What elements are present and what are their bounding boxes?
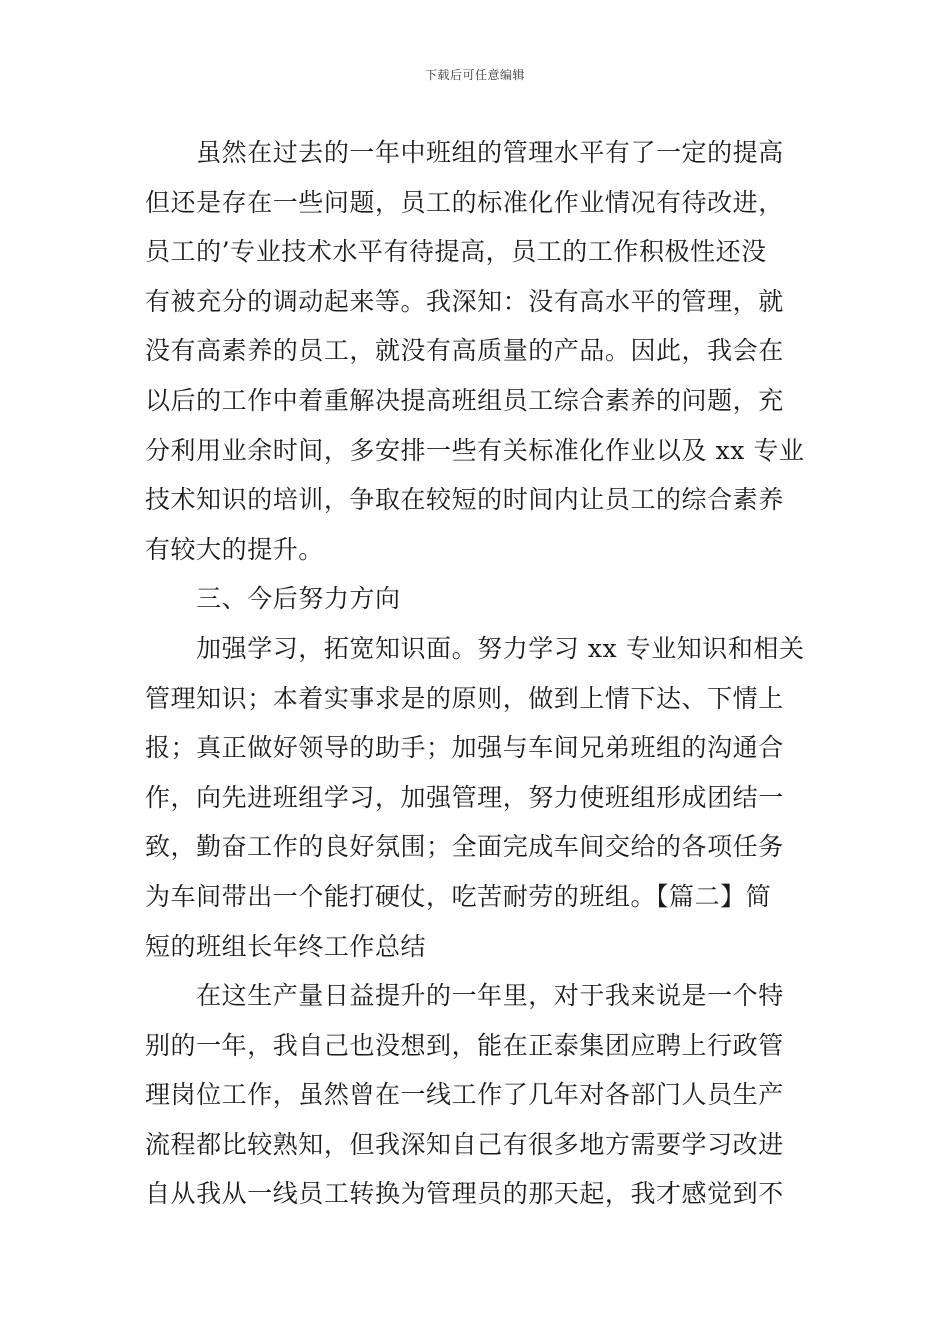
- text-line: 为车间带出一个能打硬仗，吃苦耐劳的班组。【篇二】简: [145, 881, 772, 911]
- document-body: [145, 128, 807, 1219]
- text-line: 虽然在过去的一年中班组的管理水平有了一定的提高: [145, 138, 784, 167]
- text-line: 分利用业余时间，多安排一些有关标准化作业以及 xx 专业: [145, 435, 805, 465]
- text-line: 技术知识的培训，争取在较短的时间内让员工的综合素养: [145, 485, 784, 515]
- text-line: 自从我从一线员工转换为管理员的那天起，我才感觉到不: [145, 1179, 784, 1209]
- text-line: 加强学习，拓宽知识面。努力学习 xx 专业知识和相关: [145, 633, 805, 663]
- text-line: 报；真正做好领导的助手；加强与车间兄弟班组的沟通合: [145, 733, 784, 763]
- text-line: 有被充分的调动起来等。我深知：没有高水平的管理，就: [145, 286, 784, 316]
- text-line: 有较大的提升。: [145, 534, 324, 564]
- text-line: 别的一年，我自己也没想到，能在正泰集团应聘上行政管: [145, 1030, 784, 1060]
- text-line: 管理知识；本着实事求是的原则，做到上情下达、下情上: [145, 683, 784, 713]
- text-line: 没有高素养的员工，就没有高质量的产品。因此，我会在: [145, 336, 784, 366]
- page-header: 下载后可任意编辑: [424, 68, 525, 82]
- text-line: 短的班组长年终工作总结: [145, 931, 427, 961]
- text-line: 以后的工作中着重解决提高班组员工综合素养的问题，充: [145, 385, 784, 415]
- section-heading: 三、今后努力方向: [145, 584, 401, 614]
- text-line: 流程都比较熟知，但我深知自己有很多地方需要学习改进: [145, 1129, 784, 1159]
- text-line: 但还是存在一些问题，员工的标准化作业情况有待改进，: [145, 187, 784, 217]
- text-line: 员工的’专业技术水平有待提高，员工的工作积极性还没: [145, 237, 767, 267]
- text-line: 致，勤奋工作的良好氛围；全面完成车间交给的各项任务: [145, 832, 784, 862]
- text-line: 作，向先进班组学习，加强管理，努力使班组形成团结一: [145, 782, 784, 812]
- text-line: 理岗位工作，虽然曾在一线工作了几年对各部门人员生产: [145, 1080, 784, 1110]
- text-line: 在这生产量日益提升的一年里，对于我来说是一个特: [145, 981, 784, 1011]
